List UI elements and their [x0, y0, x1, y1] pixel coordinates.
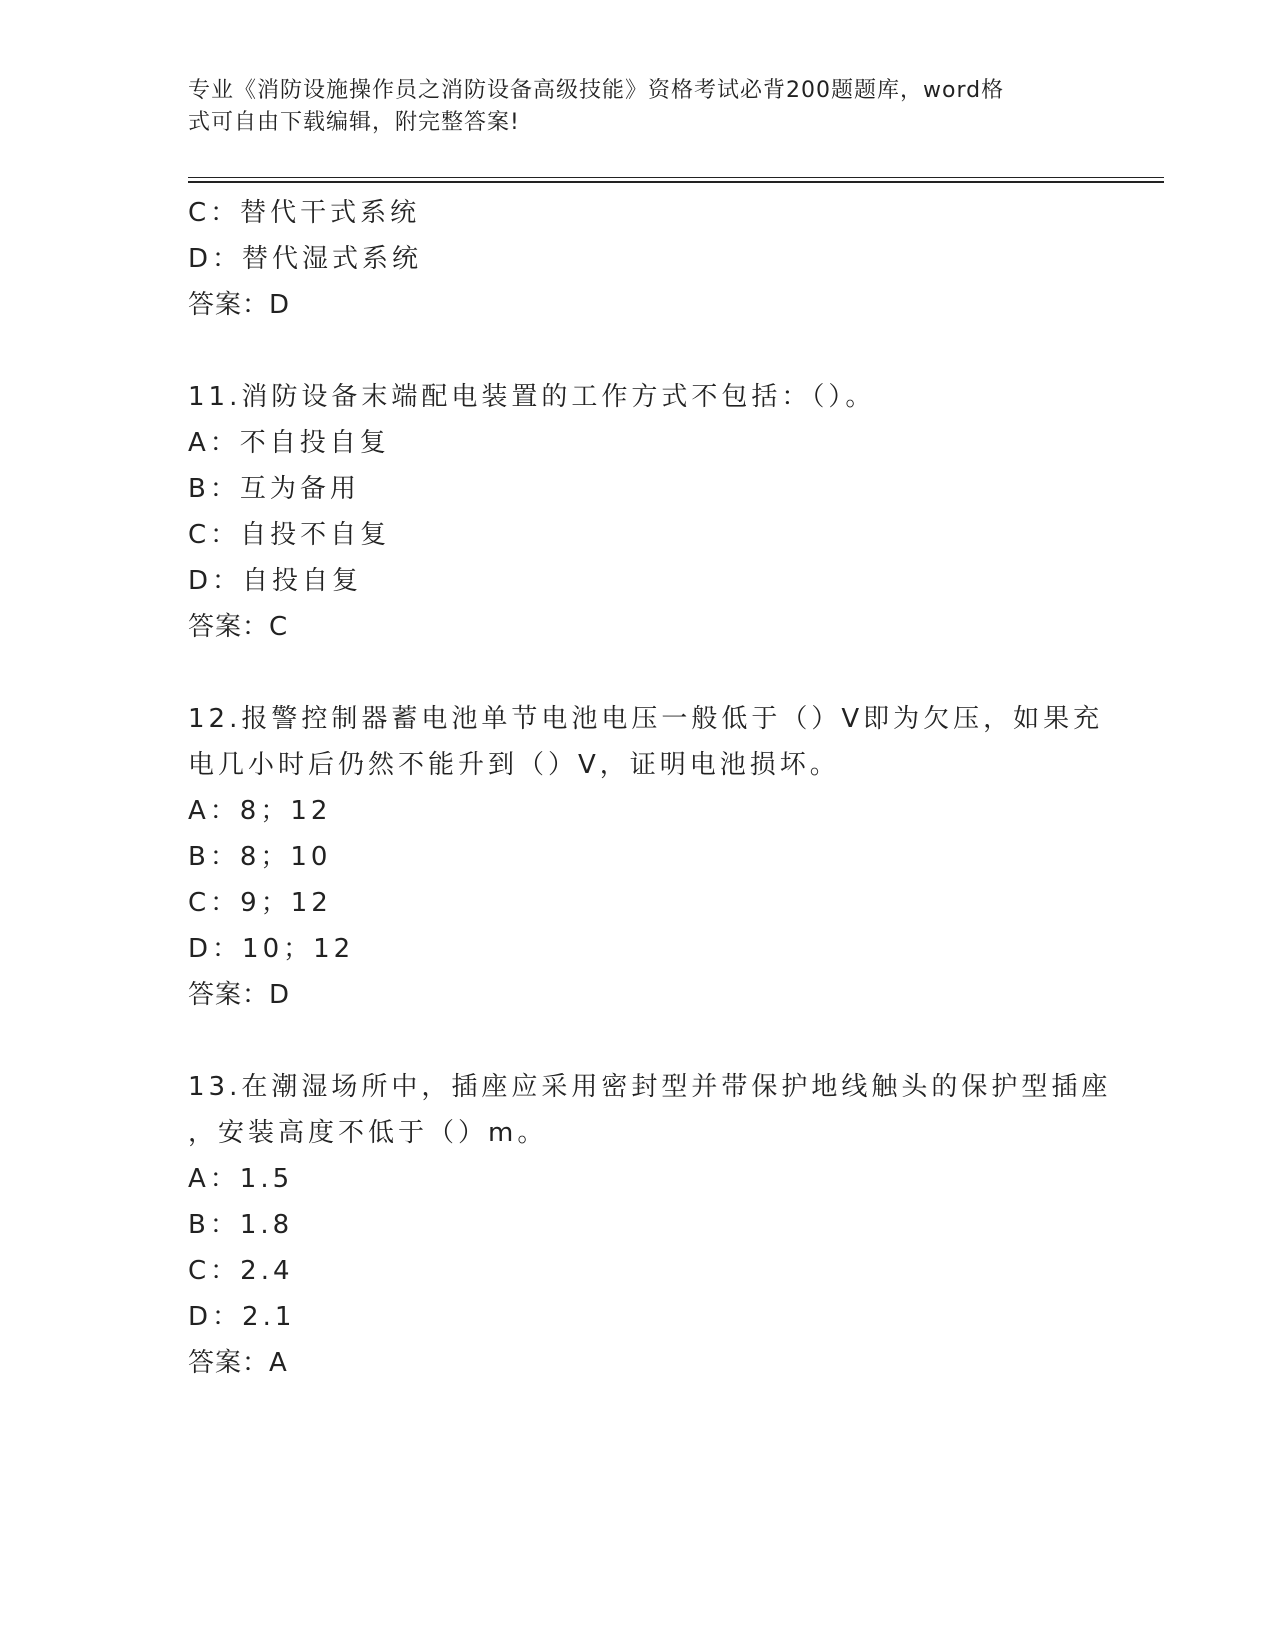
option-c: C：9；12: [188, 888, 332, 918]
option-c: C：自投不自复: [188, 520, 391, 550]
question-13: [188, 1064, 1112, 1386]
question-11: [188, 374, 1088, 650]
question-10-continued: [188, 190, 1088, 328]
answer-line: 答案：D: [188, 980, 291, 1010]
question-stem-line-1: 13.在潮湿场所中，插座应采用密封型并带保护地线触头的保护型插座: [188, 1072, 1112, 1102]
header-divider-thick: [188, 181, 1164, 183]
option-b: B：8；10: [188, 842, 332, 872]
answer-line: 答案：C: [188, 612, 289, 642]
option-c: C：替代干式系统: [188, 198, 421, 228]
spacer: [188, 328, 1088, 374]
question-list: [188, 190, 1112, 1386]
option-d: D：自投自复: [188, 566, 363, 596]
answer-line: 答案：D: [188, 290, 291, 320]
option-a: A：8；12: [188, 796, 332, 826]
option-c: C：2.4: [188, 1256, 294, 1286]
option-a: A：不自投自复: [188, 428, 390, 458]
question-stem-line-2: 电几小时后仍然不能升到（）V，证明电池损坏。: [188, 750, 840, 780]
header-title-line-1: 专业《消防设施操作员之消防设备高级技能》资格考试必背200题题库，word格: [188, 78, 1005, 103]
header-title-line-2: 式可自由下载编辑，附完整答案!: [188, 110, 520, 135]
option-d: D：2.1: [188, 1302, 296, 1332]
document-header: [188, 75, 1068, 139]
question-stem-line-2: ，安装高度不低于（）m。: [188, 1118, 548, 1148]
option-a: A：1.5: [188, 1164, 294, 1194]
question-12: [188, 696, 1104, 1018]
question-stem-line-1: 12.报警控制器蓄电池单节电池电压一般低于（）V即为欠压，如果充: [188, 704, 1104, 734]
option-b: B：互为备用: [188, 474, 360, 504]
option-d: D：替代湿式系统: [188, 244, 423, 274]
answer-line: 答案：A: [188, 1348, 288, 1378]
option-d: D：10；12: [188, 934, 355, 964]
spacer: [188, 650, 1088, 696]
header-divider-thin: [188, 177, 1164, 178]
spacer: [188, 1018, 1088, 1064]
option-b: B：1.8: [188, 1210, 294, 1240]
question-stem: 11.消防设备末端配电装置的工作方式不包括：（）。: [188, 382, 876, 412]
